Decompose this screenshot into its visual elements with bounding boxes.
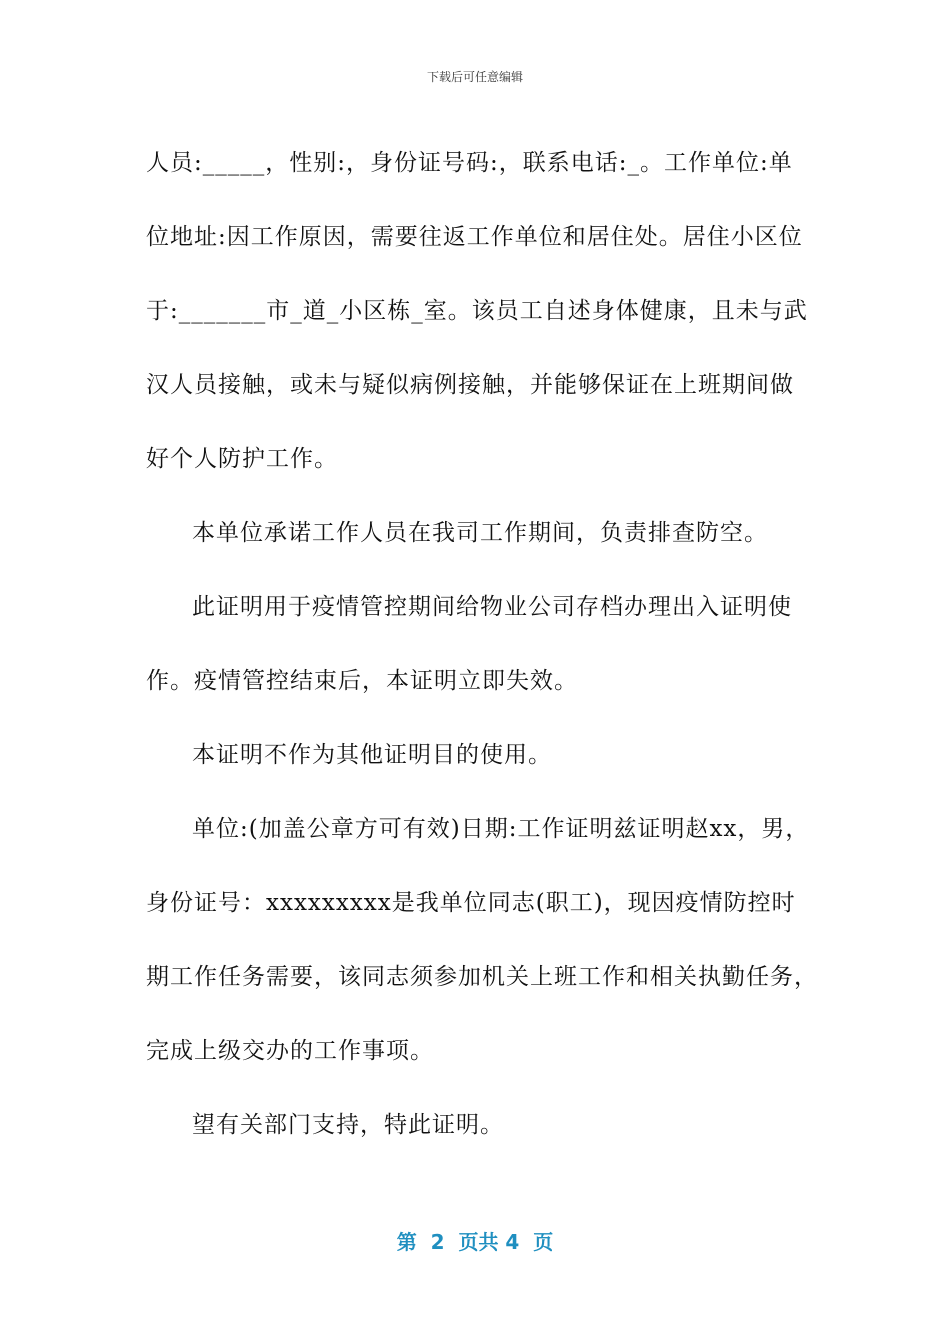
text-line: 望有关部门支持，特此证明。 [192,1112,504,1138]
text-line: 期工作任务需要，该同志须参加机关上班工作和相关执勤任务， [146,964,818,990]
text-line: 本证明不作为其他证明目的使用。 [192,742,552,768]
text-line: 身份证号：xxxxxxxxx是我单位同志(职工)，现因疫情防控时 [146,890,796,916]
page-number: 第 2 页共 4 页 [396,1230,554,1254]
text-line: 完成上级交办的工作事项。 [146,1038,434,1064]
text-line: 单位:(加盖公章方可有效)日期:工作证明兹证明赵xx，男， [192,816,810,842]
header-note: 下载后可任意编辑 [426,70,523,84]
text-line: 人员:_____，性别:，身份证号码:，联系电话:_。工作单位:单 [146,150,793,176]
document-body [146,126,818,1162]
text-line: 好个人防护工作。 [146,446,338,472]
text-line: 作。疫情管控结束后，本证明立即失效。 [146,668,578,694]
text-line: 本单位承诺工作人员在我司工作期间，负责排查防空。 [192,520,768,546]
text-line: 此证明用于疫情管控期间给物业公司存档办理出入证明使 [192,594,792,620]
text-line: 于:_______市_道_小区栋_室。该员工自述身体健康，且未与武 [146,298,808,324]
text-line: 汉人员接触，或未与疑似病例接触，并能够保证在上班期间做 [146,372,794,398]
text-line: 位地址:因工作原因，需要往返工作单位和居住处。居住小区位 [146,224,803,250]
